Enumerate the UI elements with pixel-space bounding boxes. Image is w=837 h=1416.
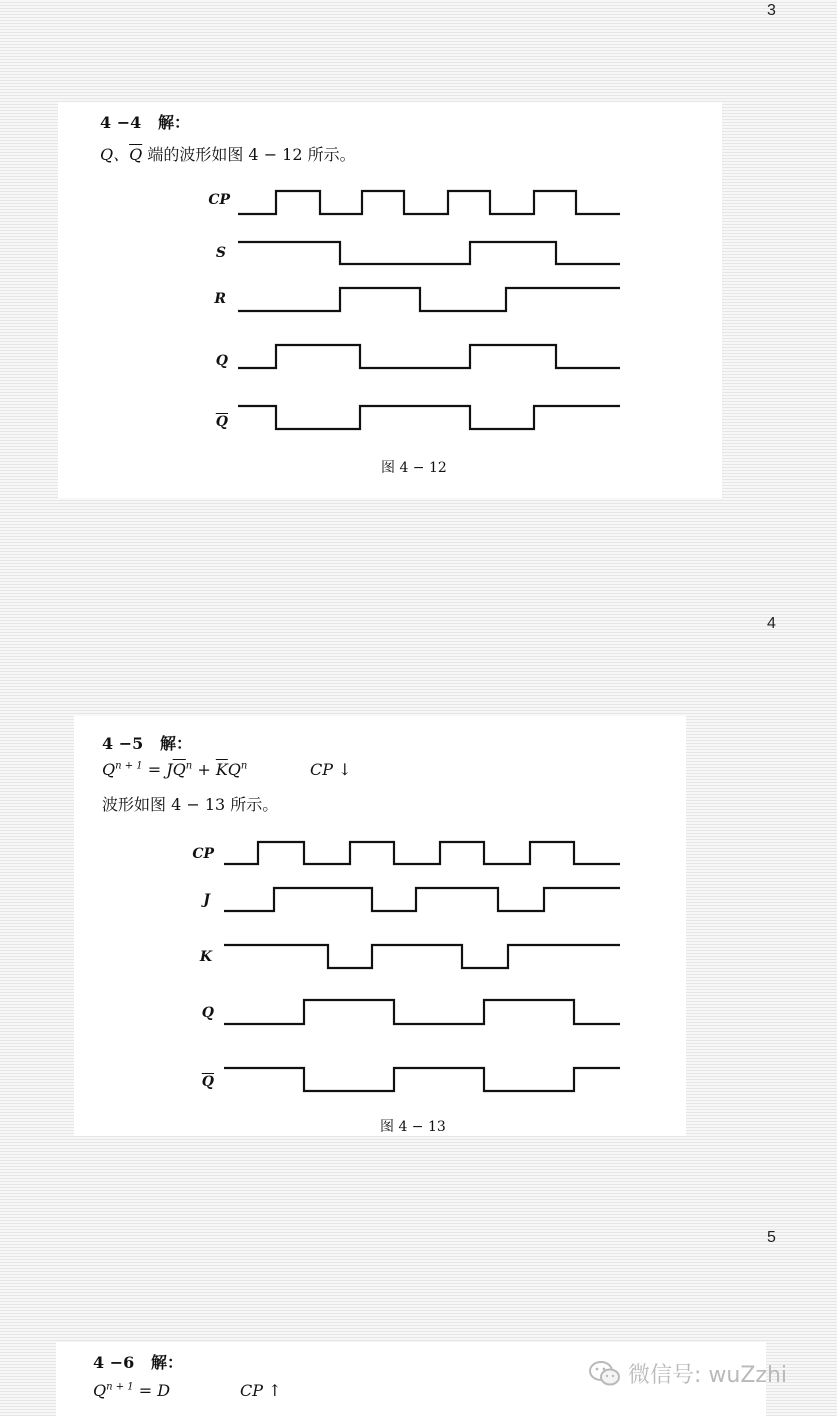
formula-q-bar: $\overline{Q}$ <box>172 760 186 779</box>
formula-q-2: Q <box>227 760 241 779</box>
formula-q: Q <box>102 760 116 779</box>
section-4-5-clock: CP ↓ <box>310 760 352 779</box>
formula-superscript: n + 1 <box>115 760 143 772</box>
wechat-watermark <box>588 1358 787 1389</box>
wave-label-r: R <box>214 291 226 307</box>
figure-caption-4-12: 图 4 − 12 <box>381 460 447 476</box>
wave-label-q-2: Q <box>201 1005 214 1021</box>
wave-label-cp-2: CP <box>192 846 214 862</box>
q-bar-symbol: $\overline{Q}$ <box>129 145 143 164</box>
waveform-q-bar <box>224 1068 620 1091</box>
section-4-5-text: 波形如图 4 − 13 所示。 <box>102 795 279 814</box>
wave-label-qbar-1: $\overline{Q}$ <box>215 414 228 430</box>
waveform-k <box>224 945 620 968</box>
formula-d: = D <box>133 1381 171 1400</box>
formula-n-1: n <box>185 760 193 772</box>
wave-label-j: J <box>203 892 210 908</box>
waveform-r <box>238 288 620 311</box>
formula-superscript-3: n + 1 <box>106 1381 134 1393</box>
waveforms-4-13 <box>224 842 620 1091</box>
wave-label-s: S <box>215 245 226 261</box>
formula-plus: + <box>192 760 216 779</box>
formula-q-3: Q <box>93 1381 107 1400</box>
section-4-5-heading: 4 −5 解： <box>102 734 192 753</box>
waveform-q <box>224 1000 620 1024</box>
waveform-cp <box>224 842 620 864</box>
page-number-3: 3 <box>767 2 776 19</box>
waveform-cp <box>238 191 620 214</box>
section-4-6-clock: CP ↑ <box>240 1381 282 1400</box>
formula-n-2: n <box>240 760 248 772</box>
waveform-q <box>238 345 620 368</box>
section-4-4-heading: 4 −4 解： <box>100 113 190 132</box>
wechat-icon <box>588 1360 622 1388</box>
waveform-j <box>224 888 620 911</box>
formula-j: = J <box>142 760 173 779</box>
wave-label-k: K <box>199 949 212 965</box>
section-4-6-heading: 4 −6 解： <box>93 1353 183 1372</box>
waveforms-4-12 <box>238 191 620 429</box>
waveform-q-bar <box>238 406 620 429</box>
q-symbol: Q、 <box>100 145 130 164</box>
section-4-4-description: 端的波形如图 4 − 12 所示。 <box>142 145 356 164</box>
formula-k-bar: $\overline{K}$ <box>215 760 228 779</box>
page-number-4: 4 <box>767 615 776 632</box>
waveform-s <box>238 242 620 264</box>
page-number-5: 5 <box>767 1229 776 1246</box>
watermark-text: 微信号: wuZzhi <box>628 1363 788 1388</box>
wave-label-cp-1: CP <box>208 192 230 208</box>
figure-caption-4-13: 图 4 − 13 <box>380 1119 446 1135</box>
wave-label-qbar-2: $\overline{Q}$ <box>201 1074 214 1090</box>
wave-label-q-1: Q <box>215 353 228 369</box>
